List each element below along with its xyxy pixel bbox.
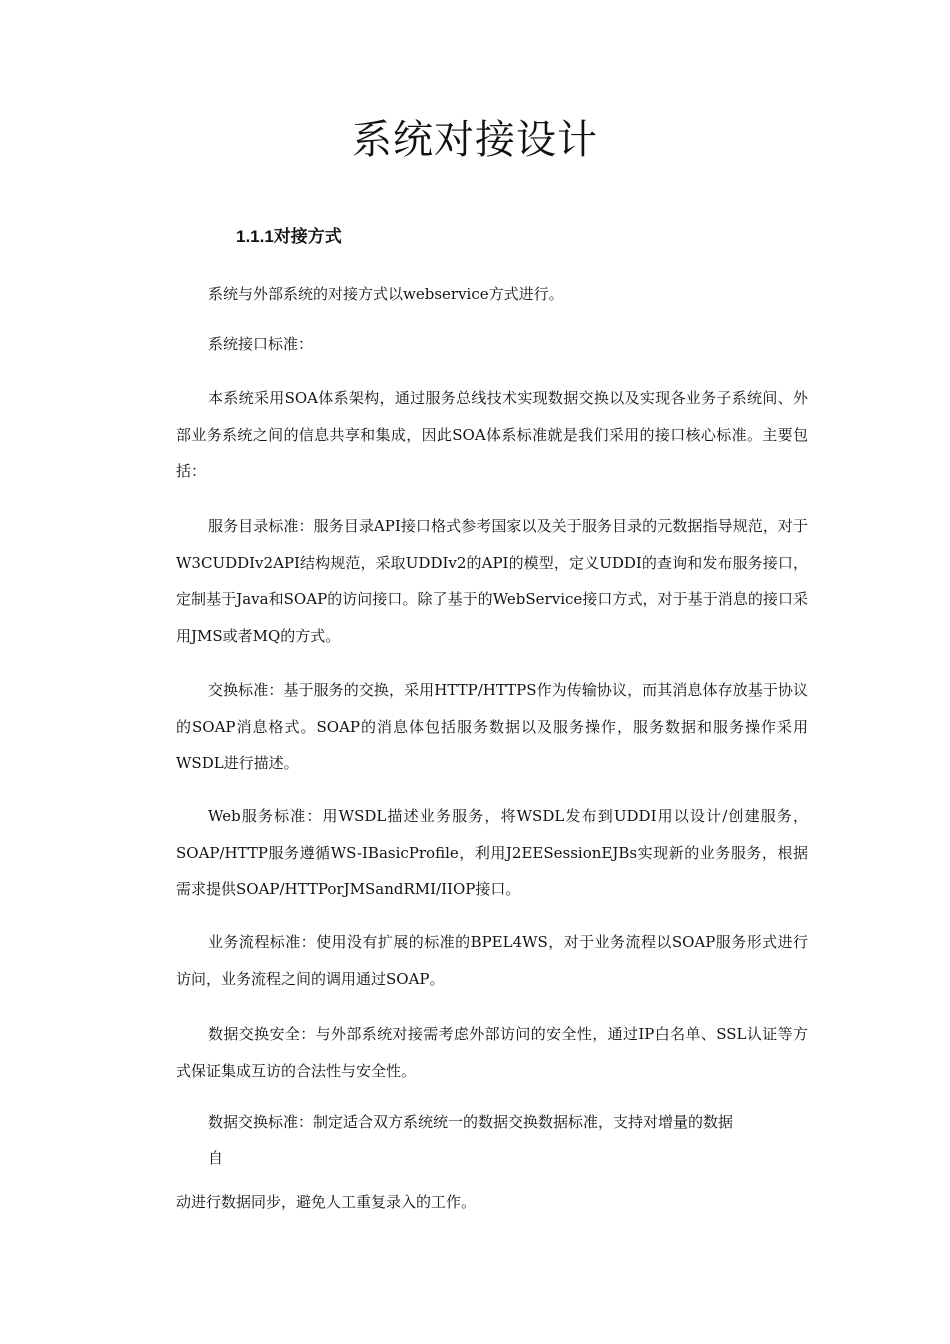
paragraph-data-exchange-standard-line2: 自 bbox=[208, 1149, 224, 1167]
paragraph-data-exchange-standard-line1: 数据交换标准：制定适合双方系统统一的数据交换数据标准，支持对增量的数据 bbox=[208, 1113, 734, 1131]
paragraph-data-exchange-standard-line3: 动进行数据同步，避免人工重复录入的工作。 bbox=[176, 1193, 477, 1211]
document-title: 系统对接设计 bbox=[352, 117, 598, 163]
paragraph-business-process-standard: 业务流程标准：使用没有扩展的标准的BPEL4WS，对于业务流程以SOAP服务形式进行访问，业务流程之间的调用通过SOAP。 bbox=[176, 933, 808, 988]
section-heading: 1.1.1对接方式 bbox=[236, 227, 342, 246]
paragraph-interface-standard-label: 系统接口标准： bbox=[208, 335, 314, 353]
paragraph-exchange-standard: 交换标准：基于服务的交换，采用HTTP/HTTPS作为传输协议，而其消息体存放基于协议的SOAP消息格式。SOAP的消息体包括服务数据以及服务操作，服务数据和服务操作采用WSDL进行描述。 bbox=[176, 681, 808, 772]
paragraph-web-service-standard: Web服务标准：用WSDL描述业务服务，将WSDL发布到UDDI用以设计/创建服务，SOAP/HTTP服务遵循WS-IBasicProfile，利用J2EESessionEJBs实现新的业务服务，根据需求提供SOAP/HTTPorJMSandRMI/IIOP接口。 bbox=[176, 807, 808, 898]
paragraph-service-directory-standard: 服务目录标准：服务目录API接口格式参考国家以及关于服务目录的元数据指导规范，对于W3CUDDIv2API结构规范，采取UDDIv2的API的模型，定义UDDI的查询和发布服务接口，定制基于Java和SOAP的访问接口。除了基于的WebService接口方式，对于基于消息的接口采用JMS或者MQ的方式。 bbox=[176, 517, 808, 645]
paragraph-connection-method: 系统与外部系统的对接方式以webservice方式进行。 bbox=[208, 285, 564, 303]
paragraph-data-exchange-security: 数据交换安全：与外部系统对接需考虑外部访问的安全性，通过IP白名单、SSL认证等方式保证集成互访的合法性与安全性。 bbox=[176, 1025, 808, 1080]
paragraph-soa-architecture: 本系统采用SOA体系架构，通过服务总线技术实现数据交换以及实现各业务子系统间、外部业务系统之间的信息共享和集成，因此SOA体系标准就是我们采用的接口核心标准。主要包括： bbox=[176, 389, 808, 480]
